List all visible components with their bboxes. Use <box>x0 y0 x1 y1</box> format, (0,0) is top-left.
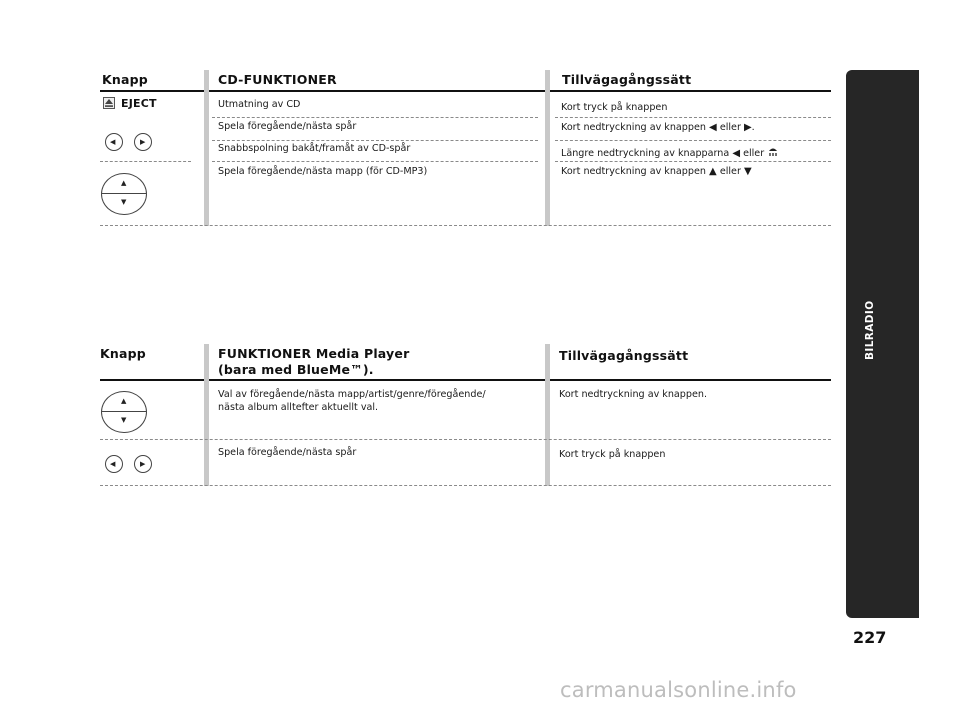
eject-label: EJECT <box>121 97 157 110</box>
s1-row2-procedure-text: Kort nedtryckning av knappen <box>561 122 706 133</box>
s2-row1-function <box>218 388 486 414</box>
up-down-button-icon: ▲ ▼ <box>101 173 147 215</box>
s1-row2-end: . <box>751 122 755 133</box>
prev-button-icon: ◀ <box>105 133 123 151</box>
section2-col-function-line1: FUNKTIONER Media Player <box>218 346 410 361</box>
s1-row4-function: Spela föregående/nästa mapp (för CD-MP3) <box>218 166 428 177</box>
s1-row2-function: Spela föregående/nästa spår <box>218 121 357 132</box>
section1-divider-left <box>204 70 209 226</box>
s1-row3-sep-left <box>100 161 191 162</box>
eject-icon <box>103 97 115 109</box>
section1-header-rule <box>100 90 831 92</box>
s1-row3-function: Snabbspolning bakåt/framåt av CD-spår <box>218 143 411 154</box>
section2-col-procedure: Tillvägagångssätt <box>559 348 689 363</box>
s1-row2-sep-right <box>555 140 831 141</box>
up-arrow-icon: ▲ <box>709 166 717 177</box>
section2-divider-left <box>204 344 209 486</box>
section2-bottom-rule <box>100 485 831 486</box>
section2-col-function-line2: (bara med BlueMe™). <box>218 362 374 377</box>
s1-row3-procedure-text: Längre nedtryckning av knapparna <box>561 148 730 159</box>
next-button-icon: ▶ <box>134 455 152 473</box>
section1-divider-right <box>545 70 550 226</box>
left-arrow-icon: ◀ <box>732 148 741 159</box>
s1-row4-procedure <box>561 166 752 178</box>
s1-row4-or: eller <box>719 166 741 177</box>
s1-row3-procedure <box>561 146 779 160</box>
s1-row2-procedure <box>561 122 755 134</box>
section2-header-rule <box>100 379 831 381</box>
section1-col-procedure: Tillvägagångssätt <box>562 72 692 87</box>
s2-row1-sep <box>100 439 831 440</box>
s1-row4-procedure-text: Kort nedtryckning av knappen <box>561 166 706 177</box>
section2-divider-right <box>545 344 550 486</box>
s1-row3-or: eller <box>743 148 765 159</box>
right-arrow-icon: ▶ <box>743 122 752 133</box>
chapter-side-tab <box>846 70 919 618</box>
section2-col-knapp: Knapp <box>100 346 146 361</box>
section1-col-function: CD-FUNKTIONER <box>218 72 337 87</box>
s2-row2-function: Spela föregående/nästa spår <box>218 447 357 458</box>
next-button-icon: ▶ <box>134 133 152 151</box>
section2-col-function <box>218 346 409 378</box>
s1-row2-or: eller <box>719 122 741 133</box>
s1-row1-function: Utmatning av CD <box>218 99 301 110</box>
s1-row1-procedure: Kort tryck på knappen <box>561 102 668 113</box>
s1-row3-sep-mid <box>212 161 538 162</box>
s2-row1-procedure: Kort nedtryckning av knappen. <box>559 389 708 400</box>
s1-row1-sep-mid <box>212 117 538 118</box>
s2-row2-procedure: Kort tryck på knappen <box>559 449 666 460</box>
section1-bottom-rule <box>100 225 831 226</box>
section1-col-knapp: Knapp <box>102 72 148 87</box>
fast-forward-symbol-icon <box>767 146 779 157</box>
down-arrow-icon: ▼ <box>743 166 752 177</box>
prev-button-icon: ◀ <box>105 455 123 473</box>
s2-row1-function-line2: nästa album alltefter aktuellt val. <box>218 402 379 413</box>
s1-row1-sep-right <box>555 117 831 118</box>
s1-row3-sep-right <box>555 161 831 162</box>
left-arrow-icon: ◀ <box>709 122 717 133</box>
watermark: carmanualsonline.info <box>560 678 797 702</box>
s2-row1-function-line1: Val av föregående/nästa mapp/artist/genre/föregående/ <box>218 389 486 400</box>
up-down-button-icon: ▲ ▼ <box>101 391 147 433</box>
page-number: 227 <box>853 628 887 647</box>
s1-row2-sep-mid <box>212 140 538 141</box>
